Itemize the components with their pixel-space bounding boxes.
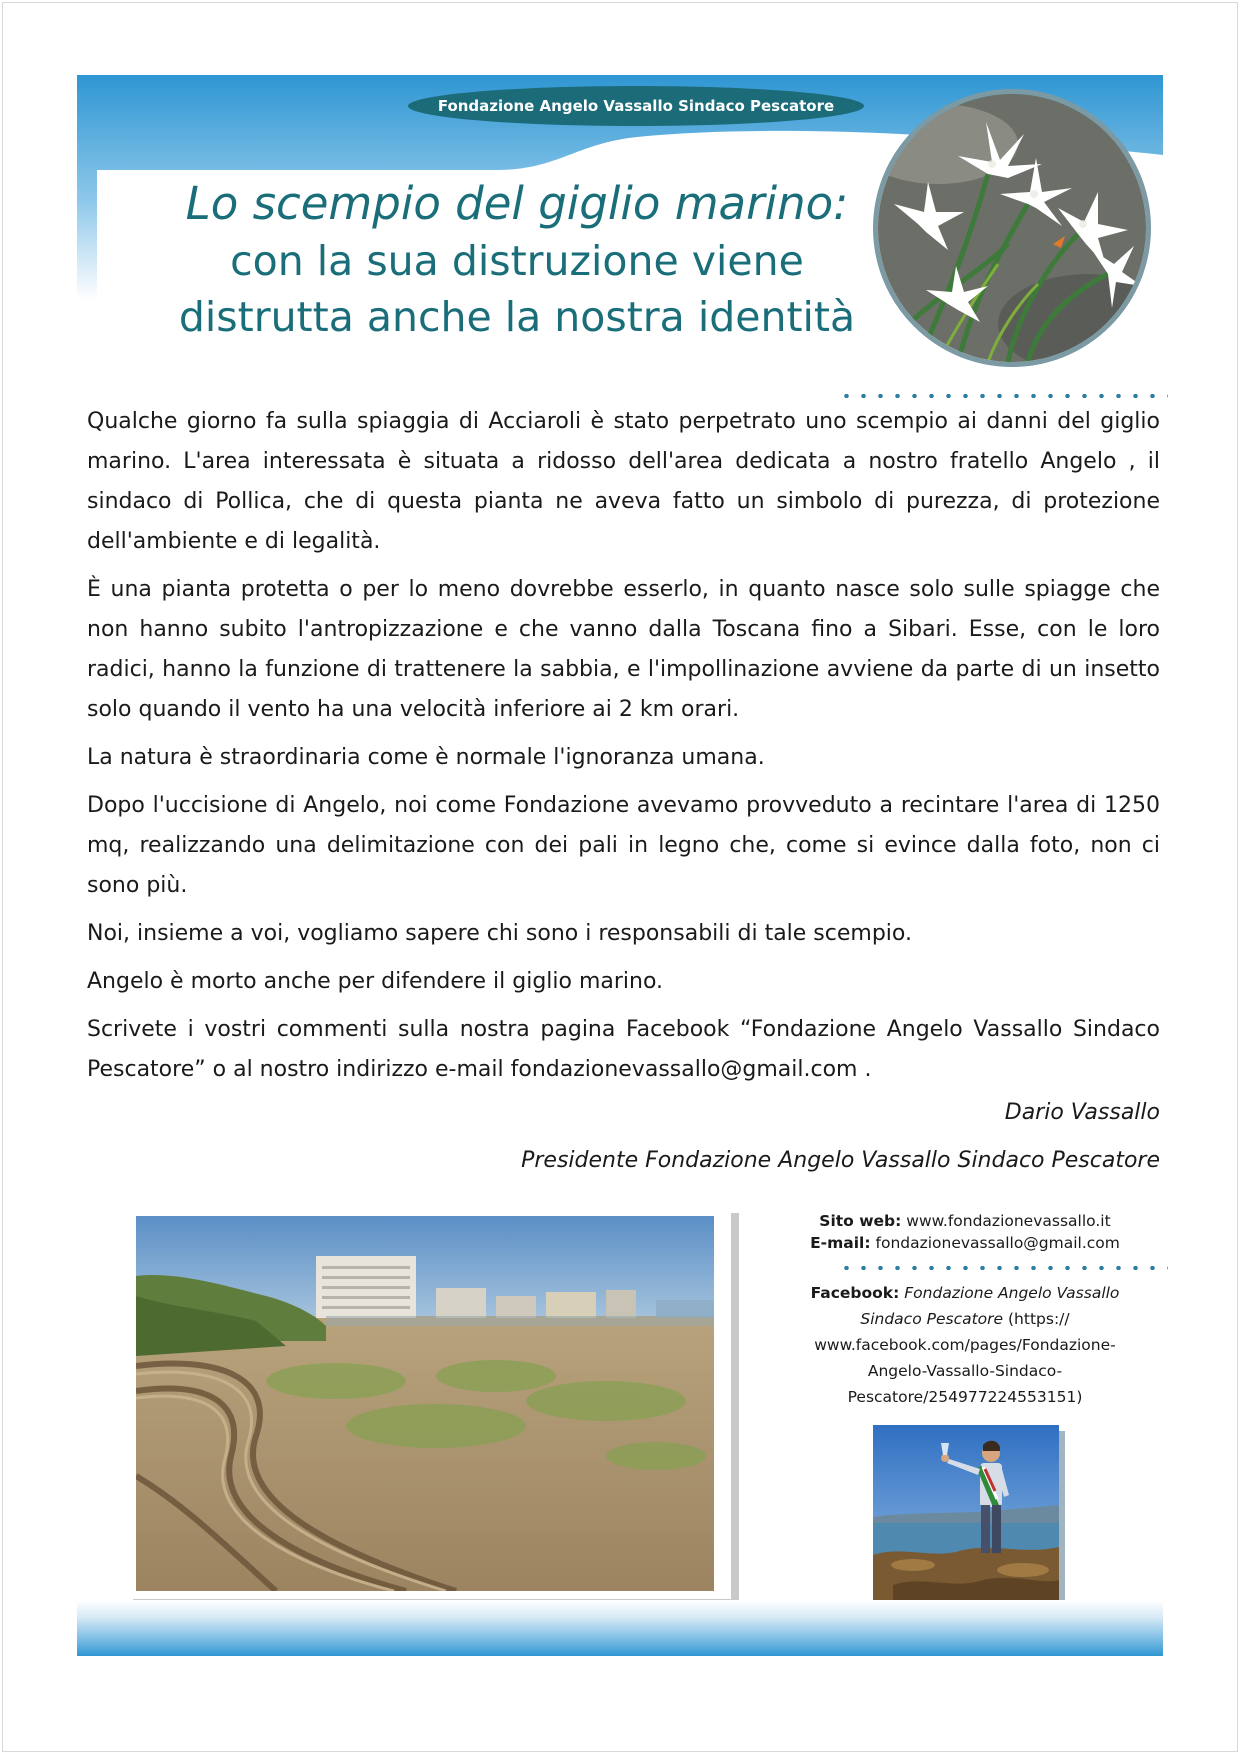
facebook-url-line[interactable]: Angelo-Vassallo-Sindaco- [867, 1362, 1063, 1380]
facebook-page-name-cont[interactable]: Sindaco Pescatore [860, 1310, 1004, 1328]
facebook-url-line[interactable]: www.facebook.com/pages/Fondazione- [814, 1336, 1116, 1354]
contact-info [790, 1210, 1140, 1254]
facebook-url-line[interactable]: Pescatore/254977224553151) [847, 1388, 1083, 1406]
page-title [77, 175, 957, 345]
web-line [790, 1210, 1140, 1232]
web-link[interactable]: www.fondazionevassallo.it [906, 1212, 1111, 1230]
signature-name: Dario Vassallo [1004, 1100, 1160, 1125]
paragraph: Dopo l'uccisione di Angelo, noi come Fondazione avevamo provveduto a recintare l'area di 1250 mq, realizzando una delimitazione con dei pali in legno che, come si evince dalla foto, non ci sono più. [87, 793, 1160, 898]
facebook-line-1 [790, 1280, 1140, 1306]
footer-gradient-bar [77, 1600, 1163, 1656]
paragraph: Angelo è morto anche per difendere il giglio marino. [87, 969, 664, 994]
portrait-photo [873, 1425, 1059, 1610]
sea-lily-photo [873, 89, 1151, 367]
paragraph: La natura è straordinaria come è normale l'ignoranza umana. [87, 745, 765, 770]
signature-role: Presidente Fondazione Angelo Vassallo Sindaco Pescatore [521, 1148, 1160, 1173]
dotted-divider-top [838, 394, 1168, 398]
article-body [87, 402, 1160, 1098]
title-line-1: Lo scempio del giglio marino: [185, 177, 849, 230]
beach-photo-frame [125, 1205, 731, 1599]
title-line-3: distrutta anche la nostra identità [178, 293, 856, 341]
dotted-divider-bottom [838, 1266, 1168, 1270]
paragraph: Noi, insieme a voi, vogliamo sapere chi sono i responsabili di tale scempio. [87, 921, 912, 946]
portrait-photo-frame [873, 1425, 1059, 1610]
paragraph: Scrivete i vostri commenti sulla nostra pagina Facebook “Fondazione Angelo Vassallo Sindaco Pescatore” o al nostro indirizzo e-mail fondazionevassallo@gmail.com . [87, 1017, 1160, 1082]
email-line [790, 1232, 1140, 1254]
title-line-2: con la sua distruzione viene [230, 237, 804, 285]
web-label: Sito web: [819, 1212, 902, 1230]
facebook-info [790, 1280, 1140, 1410]
facebook-label: Facebook: [810, 1284, 900, 1302]
paragraph: Qualche giorno fa sulla spiaggia di Acciaroli è stato perpetrato uno scempio ai danni del giglio marino. L'area interessata è situata a ridosso dell'area dedicata a nostro fratello Angelo , il sindaco di Pollica, che di questa pianta ne aveva fatto un simbolo di purezza, di protezione dell'ambiente e di legalità. [87, 409, 1160, 554]
beach-photo [136, 1216, 714, 1591]
email-label: E-mail: [810, 1234, 871, 1252]
facebook-line-2 [790, 1306, 1140, 1332]
facebook-url-start[interactable]: (https:// [1008, 1310, 1070, 1328]
paragraph: È una pianta protetta o per lo meno dovrebbe esserlo, in quanto nasce solo sulle spiagge che non hanno subito l'antropizzazione e che vanno dalla Toscana fino a Sibari. Esse, con le loro radici, hanno la funzione di trattenere la sabbia, e l'impollinazione avviene da parte di un insetto solo quando il vento ha una velocità inferiore ai 2 km orari. [87, 577, 1160, 722]
organization-badge: Fondazione Angelo Vassallo Sindaco Pescatore [408, 86, 864, 126]
email-link[interactable]: fondazionevassallo@gmail.com [875, 1234, 1120, 1252]
facebook-page-name[interactable]: Fondazione Angelo Vassallo [904, 1284, 1120, 1302]
